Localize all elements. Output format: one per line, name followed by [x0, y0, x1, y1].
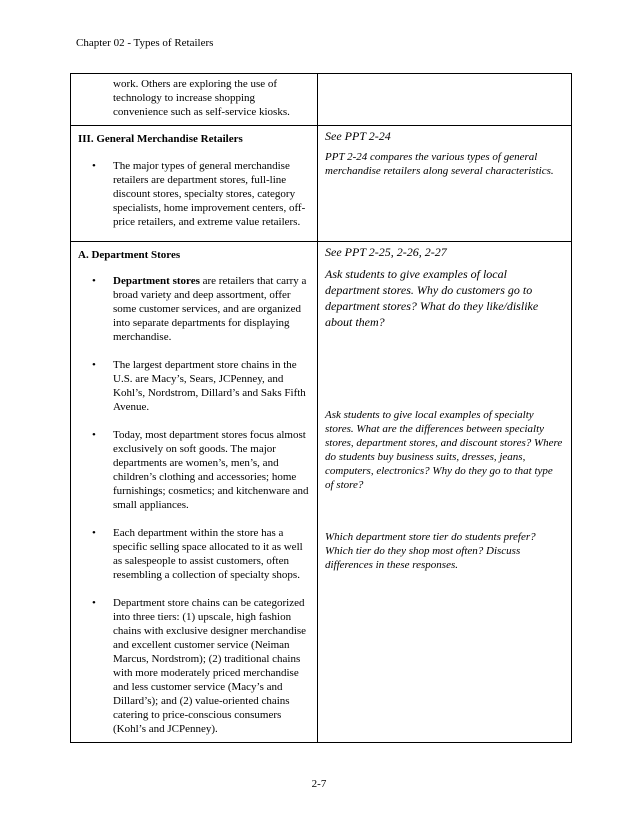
key-term: Department stores [113, 275, 200, 287]
lecture-outline-table [70, 73, 572, 743]
notes-cell [318, 74, 572, 126]
outline-cell [71, 126, 318, 242]
bullet-text: The major types of general merchandise retailers are department stores, full-line discount stores, specialty stores, category specialists, home improvement centers, off-price retailers, and extreme value retailers. [113, 160, 306, 228]
page-number: 2-7 [311, 778, 327, 790]
bullet-text: are retailers that carry a broad variety and deep assortment, offer some customer services, and are organized into separate departments for displaying merchandise. [113, 275, 307, 343]
teaching-note: Which department store tier do students prefer? Which tier do they shop most often? Discuss differences in these responses. [325, 531, 536, 571]
ppt-reference: See PPT 2-24 [325, 129, 391, 143]
list-item [71, 428, 317, 512]
bullet-list [71, 274, 317, 742]
teaching-note: Ask students to give local examples of specialty stores. What are the differences between specialty stores, department stores, and discount stores? Where do students buy business suits, dresses, jeans, computers, electronics? Why do they go to that type of store? [325, 409, 563, 491]
bullet-icon: • [92, 597, 96, 609]
list-item [71, 358, 317, 414]
bullet-text: Department store chains can be categorized into three tiers: (1) upscale, high fashion chains with exclusive designer merchandise and excellent customer service (Neiman Marcus, Nordstrom); (2) traditional chains with more moderately priced merchandise and less customer service (Macy’s and Dillard’s); and (2) value-oriented chains catering to price-conscious consumers (Kohl’s and JCPenney). [113, 597, 307, 735]
notes-cell [318, 126, 572, 242]
list-item [71, 596, 317, 742]
section-heading: III. General Merchandise Retailers [78, 133, 243, 145]
teaching-note: Ask students to give examples of local department stores. Why do customers go to department stores? What do they like/dislike about them? [325, 267, 539, 329]
page-header: Chapter 02 - Types of Retailers [76, 37, 214, 49]
bullet-icon: • [92, 527, 96, 539]
table-row [71, 74, 572, 126]
bullet-list [71, 159, 317, 229]
list-item [71, 526, 317, 582]
teaching-note: PPT 2-24 compares the various types of general merchandise retailers along several characteristics. [325, 151, 554, 177]
bullet-icon: • [92, 429, 96, 441]
list-item [71, 274, 317, 344]
bullet-icon: • [92, 160, 96, 172]
bullet-icon: • [92, 359, 96, 371]
ppt-reference: See PPT 2-25, 2-26, 2-27 [325, 245, 447, 259]
bullet-icon: • [92, 275, 96, 287]
continuation-text: work. Others are exploring the use of technology to increase shopping convenience such as self-service kiosks. [113, 78, 290, 118]
section-heading: A. Department Stores [78, 249, 181, 261]
table-row [71, 126, 572, 242]
bullet-text: Today, most department stores focus almost exclusively on soft goods. The major departments are women’s, men’s, and children’s clothing and accessories; home furnishings; cosmetics; and kitchenware and small appliances. [113, 429, 309, 511]
notes-cell [318, 242, 572, 743]
outline-cell [71, 242, 318, 743]
list-item [71, 159, 317, 229]
bullet-text: Each department within the store has a specific selling space allocated to it as well as salespeople to assist customers, often resembling a collection of specialty shops. [113, 527, 303, 581]
table-row [71, 242, 572, 743]
outline-cell [71, 74, 318, 126]
bullet-text: The largest department store chains in the U.S. are Macy’s, Sears, JCPenney, and Kohl’s, Nordstrom, Dillard’s and Saks Fifth Avenue. [113, 359, 306, 413]
